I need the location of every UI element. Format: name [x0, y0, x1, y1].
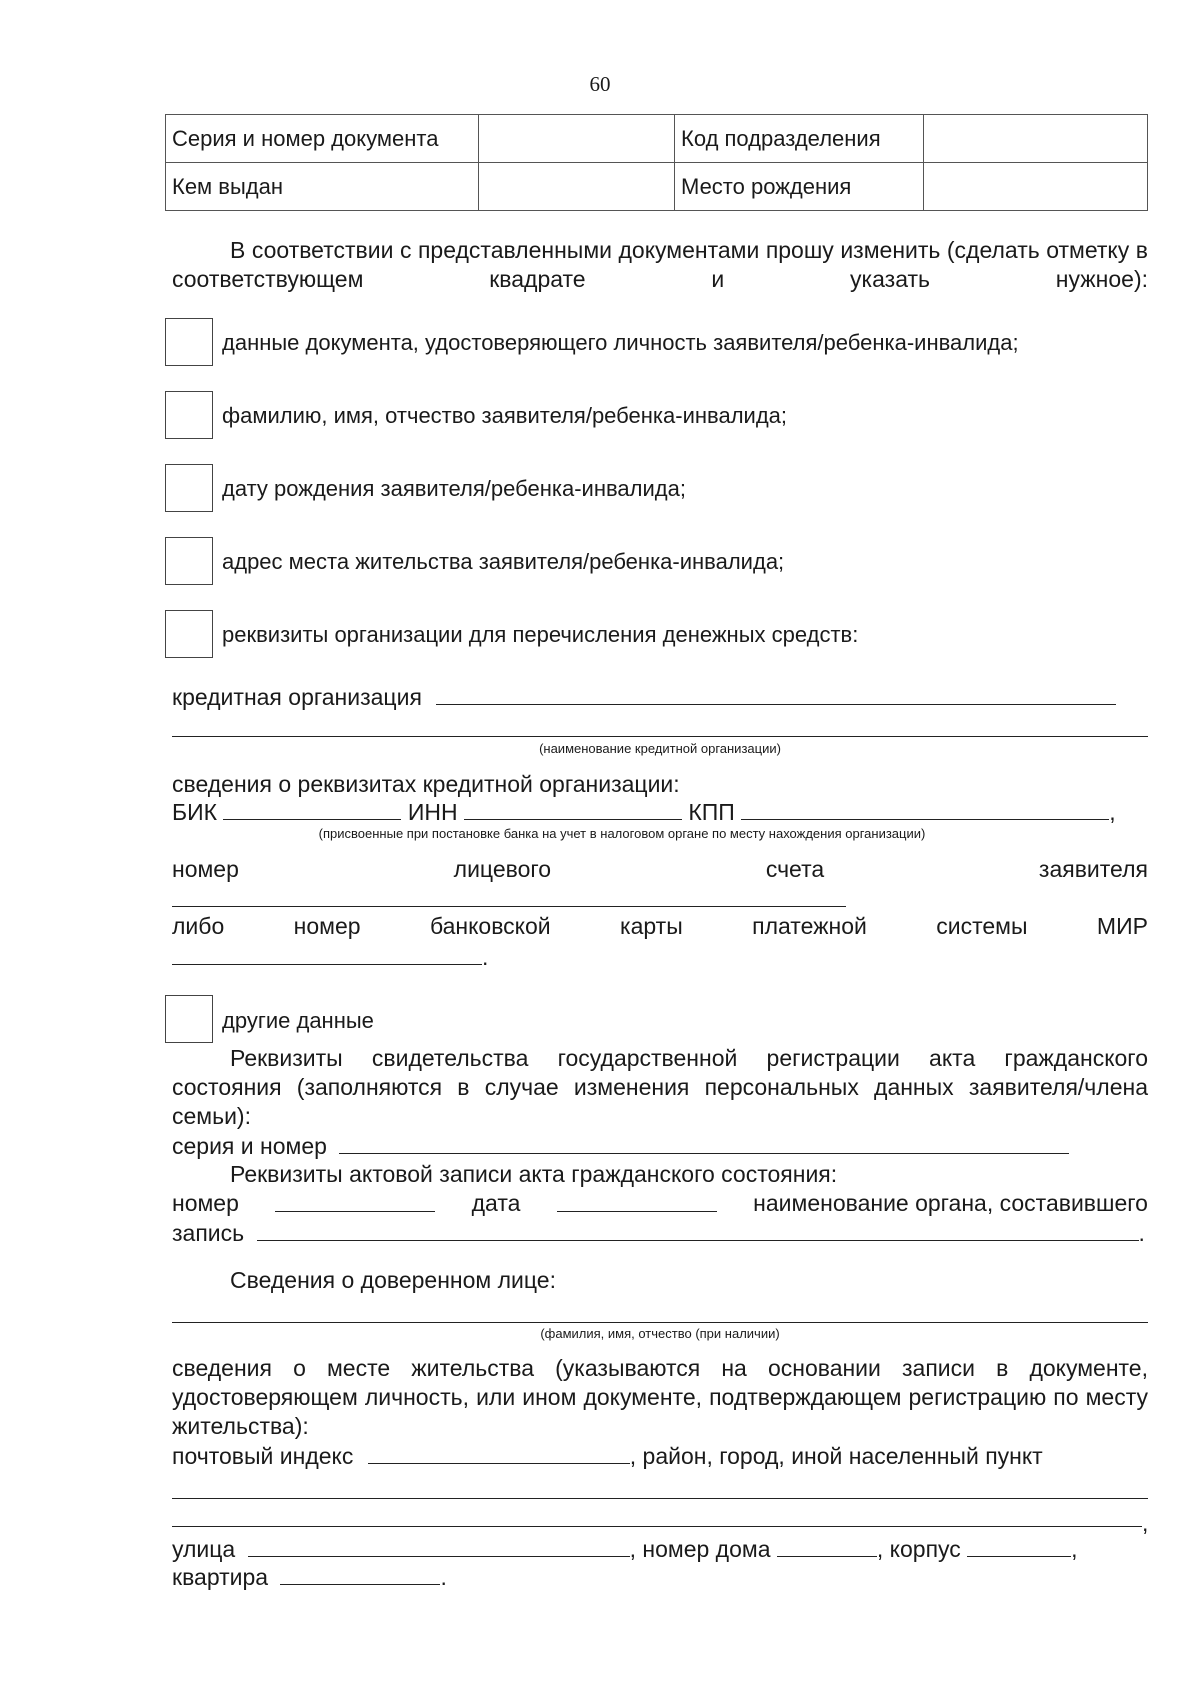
card-number-field-row	[172, 942, 1148, 971]
account-word: заявителя	[1038, 856, 1148, 882]
kpp-comma: ,	[1109, 799, 1116, 825]
account-number-row	[172, 855, 1148, 883]
postal-label: почтовый индекс	[172, 1443, 354, 1469]
card-word: номер	[293, 913, 361, 939]
act-number-field[interactable]	[275, 1189, 435, 1212]
option-label-address: адрес места жительства заявителя/ребенка-инвалида;	[222, 549, 785, 574]
building-field[interactable]	[967, 1534, 1071, 1557]
kpp-field[interactable]	[741, 797, 1109, 820]
act-date-label: дата	[471, 1190, 521, 1216]
act-organ-label: наименование органа, составившего	[753, 1190, 1148, 1216]
certificate-series-label: серия и номер	[172, 1133, 327, 1159]
act-record-end: .	[1138, 1220, 1145, 1246]
card-word: платежной	[752, 913, 867, 939]
account-word: счета	[765, 856, 825, 882]
division-code-field[interactable]	[924, 115, 1148, 163]
account-word: номер	[172, 856, 239, 882]
apartment-field[interactable]	[280, 1562, 440, 1585]
street-label: улица	[172, 1536, 236, 1562]
certificate-series-row	[172, 1131, 1148, 1160]
other-data-row	[222, 1007, 380, 1035]
street-row	[172, 1534, 1148, 1563]
table-row	[166, 163, 1148, 211]
bank-codes-row	[172, 797, 1148, 826]
card-word: системы	[936, 913, 1028, 939]
act-record-label: запись	[172, 1220, 245, 1246]
option-label-document: данные документа, удостоверяющего личность заявителя/ребенка-инвалида;	[222, 330, 1019, 355]
credit-org-row	[172, 682, 1148, 711]
option-checkbox-name[interactable]	[165, 391, 213, 439]
card-word: карты	[620, 913, 683, 939]
district-label: , район, город, иной населенный пункт	[629, 1443, 1043, 1469]
birthplace-field[interactable]	[924, 163, 1148, 211]
credit-org-field-line2[interactable]	[172, 736, 1148, 737]
card-word: либо	[172, 913, 225, 939]
identity-document-table	[165, 114, 1148, 211]
option-checkbox-document[interactable]	[165, 318, 213, 366]
act-date-field[interactable]	[557, 1189, 717, 1212]
kpp-label: КПП	[688, 799, 735, 825]
trustee-name-field[interactable]	[172, 1322, 1148, 1323]
house-field[interactable]	[777, 1534, 877, 1557]
card-number-row	[172, 912, 1148, 940]
house-label: , номер дома	[629, 1536, 771, 1562]
apartment-end: .	[440, 1564, 447, 1590]
locality-field-line2[interactable]	[172, 1526, 1142, 1527]
request-intro: В соответствии с представленными документами прошу изменить (сделать отметку в соответствующем квадрате и указать нужное):	[172, 237, 1148, 292]
card-word: банковской	[429, 913, 551, 939]
credit-details-label: сведения о реквизитах кредитной организации:	[172, 771, 680, 797]
postal-row	[172, 1441, 1148, 1470]
account-number-field[interactable]	[172, 906, 846, 907]
building-label: , корпус	[876, 1536, 961, 1562]
table-row	[166, 115, 1148, 163]
locality-comma: ,	[1142, 1510, 1149, 1536]
street-field[interactable]	[248, 1534, 630, 1557]
credit-org-label: кредитная организация	[172, 684, 422, 710]
credit-org-caption: (наименование кредитной организации)	[539, 741, 781, 756]
issued-by-field[interactable]	[479, 163, 675, 211]
option-checkbox-bank-details[interactable]	[165, 610, 213, 658]
locality-field[interactable]	[172, 1498, 1148, 1499]
bik-label: БИК	[172, 799, 218, 825]
postal-index-field[interactable]	[368, 1441, 630, 1464]
act-record-title: Реквизиты актовой записи акта гражданского состояния:	[230, 1161, 838, 1187]
card-end: .	[482, 944, 489, 970]
option-checkbox-other[interactable]	[165, 995, 213, 1043]
bik-field[interactable]	[223, 797, 401, 820]
apartment-row	[172, 1562, 1148, 1591]
other-data-label: другие данные	[222, 1008, 374, 1033]
certificate-intro: Реквизиты свидетельства государственной регистрации акта гражданского состояния (заполняются в случае изменения персональных данных заявителя/члена семьи):	[172, 1045, 1148, 1129]
act-record-line	[172, 1218, 1148, 1247]
apartment-label: квартира	[172, 1564, 269, 1590]
series-number-field[interactable]	[479, 115, 675, 163]
bank-codes-caption: (присвоенные при постановке банка на учет в налоговом органе по месту нахождения организации)	[318, 826, 926, 841]
series-number-label: Серия и номер документа	[166, 115, 479, 163]
birthplace-label: Место рождения	[675, 163, 924, 211]
credit-org-field[interactable]	[436, 682, 1116, 705]
building-comma: ,	[1071, 1536, 1078, 1562]
account-word: лицевого	[453, 856, 552, 882]
card-number-field[interactable]	[172, 942, 482, 965]
option-label-name: фамилию, имя, отчество заявителя/ребенка-инвалида;	[222, 403, 788, 428]
inn-field[interactable]	[464, 797, 682, 820]
residence-intro: сведения о месте жительства (указываются на основании записи в документе, удостоверяющем личность, или ином документе, подтверждающем регистрацию по месту жительства):	[172, 1355, 1148, 1439]
act-number-label: номер	[172, 1190, 239, 1216]
issued-by-label: Кем выдан	[166, 163, 479, 211]
act-record-row	[172, 1189, 1148, 1217]
trustee-caption: (фамилия, имя, отчество (при наличии)	[540, 1326, 780, 1341]
page-number: 60	[589, 72, 611, 96]
card-word: МИР	[1096, 913, 1148, 939]
act-organ-field[interactable]	[257, 1218, 1139, 1241]
division-code-label: Код подразделения	[675, 115, 924, 163]
inn-label: ИНН	[407, 799, 458, 825]
option-label-birthdate: дату рождения заявителя/ребенка-инвалида;	[222, 476, 686, 501]
option-checkbox-address[interactable]	[165, 537, 213, 585]
option-checkbox-birthdate[interactable]	[165, 464, 213, 512]
trustee-title: Сведения о доверенном лице:	[230, 1267, 556, 1293]
option-label-bank-details: реквизиты организации для перечисления денежных средств:	[222, 622, 859, 647]
certificate-series-field[interactable]	[339, 1131, 1069, 1154]
